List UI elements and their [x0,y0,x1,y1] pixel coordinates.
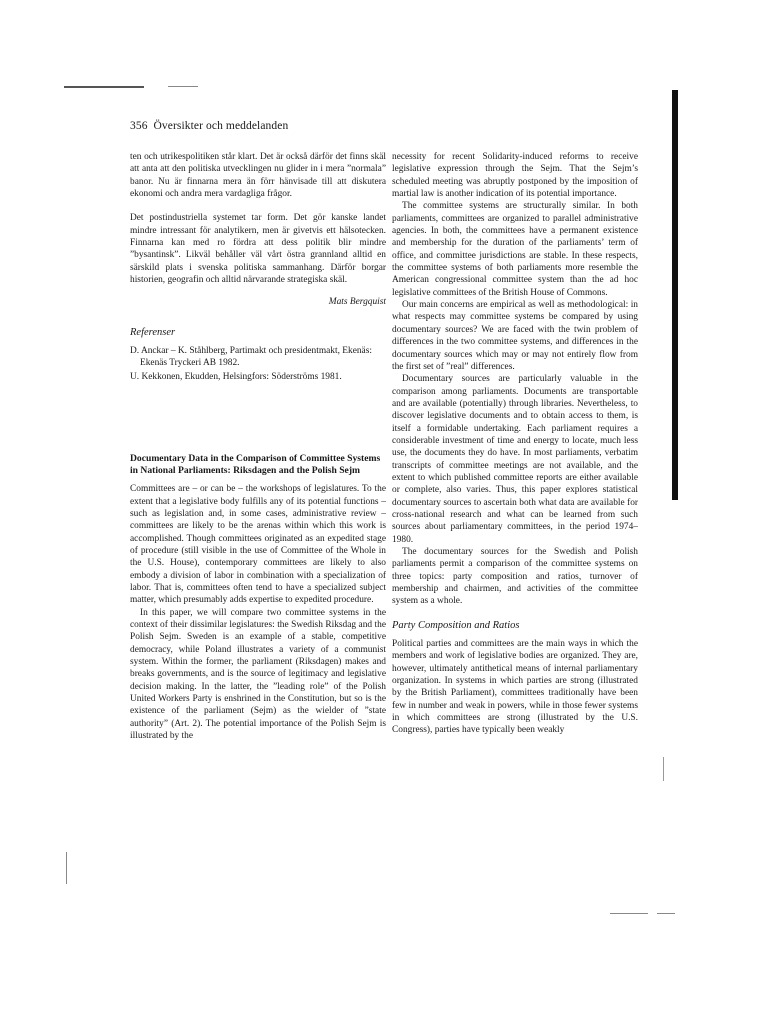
section-heading: Party Composition and Ratios [392,619,520,631]
article-paragraph: Our main concerns are empirical as well as methodological: in what respects may committee systems be compared by using documentary sources? We are faced with the twin problem of differences in the two committee systems, and differences in the documentary sources which may or may not entirely flow from the first set of ”real” differences. [392,300,638,372]
article-paragraph: The documentary sources for the Swedish and Polish parliaments permit a comparison of the committee systems on three topics: party composition and ratios, turnover of membership and chairmen, and activities of the committee system as a whole. [392,547,638,607]
signature: Mats Bergquist [328,297,386,308]
article-paragraph: necessity for recent Solidarity-induced reforms to receive legislative expression through the Sejm. That the Sejm’s scheduled meeting was abruptly postponed by the imposition of martial law is another indication of its potential importance. [392,152,638,200]
article-title: Documentary Data in the Comparison of Committee Systems in National Parliaments: Riksdagen and the Polish Sejm [130,453,381,477]
article-paragraph: Documentary sources are particularly valuable in the comparison among parliaments. Documents are transportable and are available (potentially) through libraries. Nevertheless, to discover legislative documents and to obtain access to them, is itself a formidable undertaking. Each parliament requires a considerable investment of time and energy to locate, much less use, the documents they do have. In most parliaments, verbatim transcripts of committee meetings are not available, and the extent to which published committee reports are either available or complete, also varies. Thus, this paper explores statistical documentary sources to ascertain both what data are available for cross-national research and what can be learned from such sources about parliamentary committees, in the period 1974–1980. [392,374,638,545]
right-column [392,151,638,737]
scan-mark [657,913,675,914]
running-header [130,120,288,132]
scan-mark [168,86,198,87]
left-column [130,151,386,742]
article-paragraph: In this paper, we will compare two committee systems in the context of their dissimilar legislatures: the Swedish Riksdag and the Polish Sejm. Sweden is an example of a stable, competitive democracy, while Poland illustrates a variety of a communist system. Within the former, the parliament (Riksdagen) makes and breaks governments, and is the source of legitimacy and legislative decision making. In the latter, the ”leading role” of the Polish United Workers Party is enshrined in the Constitution, but so is the existence of the parliament (Sejm) as the wielder of ”state authority” (Art. 2). The potential importance of the Polish Sejm is illustrated by the [130,607,386,742]
page-number: 356 [130,120,148,132]
scan-mark [64,86,144,88]
running-title: Översikter och meddelanden [153,120,289,132]
reference-item: D. Anckar – K. Ståhlberg, Partimakt och presidentmakt, Ekenäs: Ekenäs Tryckeri AB 1982. [130,346,372,369]
references-heading: Referenser [130,326,176,338]
scan-mark [610,913,648,914]
review-paragraph: Det postindustriella systemet tar form. Det gör kanske landet mindre intressant för analytikern, men är givetvis ett hälsotecken. Finnarna kan med ro fördra att dess politik blir mindre ”bysantinsk”. Likväl behåller väl vårt östra grannland alltid en särskild plats i svenska politiska sammanhang. Därför borgar historien, geografin och alltid närvarande strategiska skäl. [130,213,386,286]
scan-edge-bar [672,90,678,500]
review-paragraph: ten och utrikespolitiken står klart. Det är också därför det finns skäl att anta att den politiska utvecklingen nu glider in i mera ”normala” banor. Nu är finnarna mera än förr hänvisade till att diskutera ekonomi och andra mera vardagliga frågor. [130,152,386,200]
scan-mark [663,757,664,781]
article-paragraph: Political parties and committees are the main ways in which the members and work of legislative bodies are organized. They are, however, ultimately antithetical means of internal parliamentary organization. In systems in which parties are strong (illustrated by the British Parliament), committees traditionally have been few in number and weak in powers, while in those fewer systems in which committees are strong (illustrated by the U.S. Congress), parties have typically been weakly [392,639,638,736]
spacer [130,383,386,453]
scan-mark [66,852,67,884]
reference-item: U. Kekkonen, Ekudden, Helsingfors: Söderströms 1981. [130,371,342,382]
article-paragraph: Committees are – or can be – the workshops of legislatures. To the extent that a legislative body fulfills any of its potential functions – such as legislation and, in some cases, administrative review – committees are likely to be the arenas within which this work is accomplished. Though committees originated as an expedited stage of procedure (still visible in the use of Committee of the Whole in the U.S. House), contemporary committees are likely to also embody a division of labor in combination with a specialization of labor. That is, committees often tend to have a specialized subject matter, which presumably adds expertise to expedited procedure. [130,484,386,606]
article-paragraph: The committee systems are structurally similar. In both parliaments, committees are organized to parallel administrative agencies. In both, the committees have a permanent existence and membership for the duration of the parliaments’ term of office, and committee jurisdictions are stable. In these respects, the committee systems of both parliaments more resemble the American congressional committee system than the ad hoc legislative committees of the British House of Commons. [392,201,638,298]
